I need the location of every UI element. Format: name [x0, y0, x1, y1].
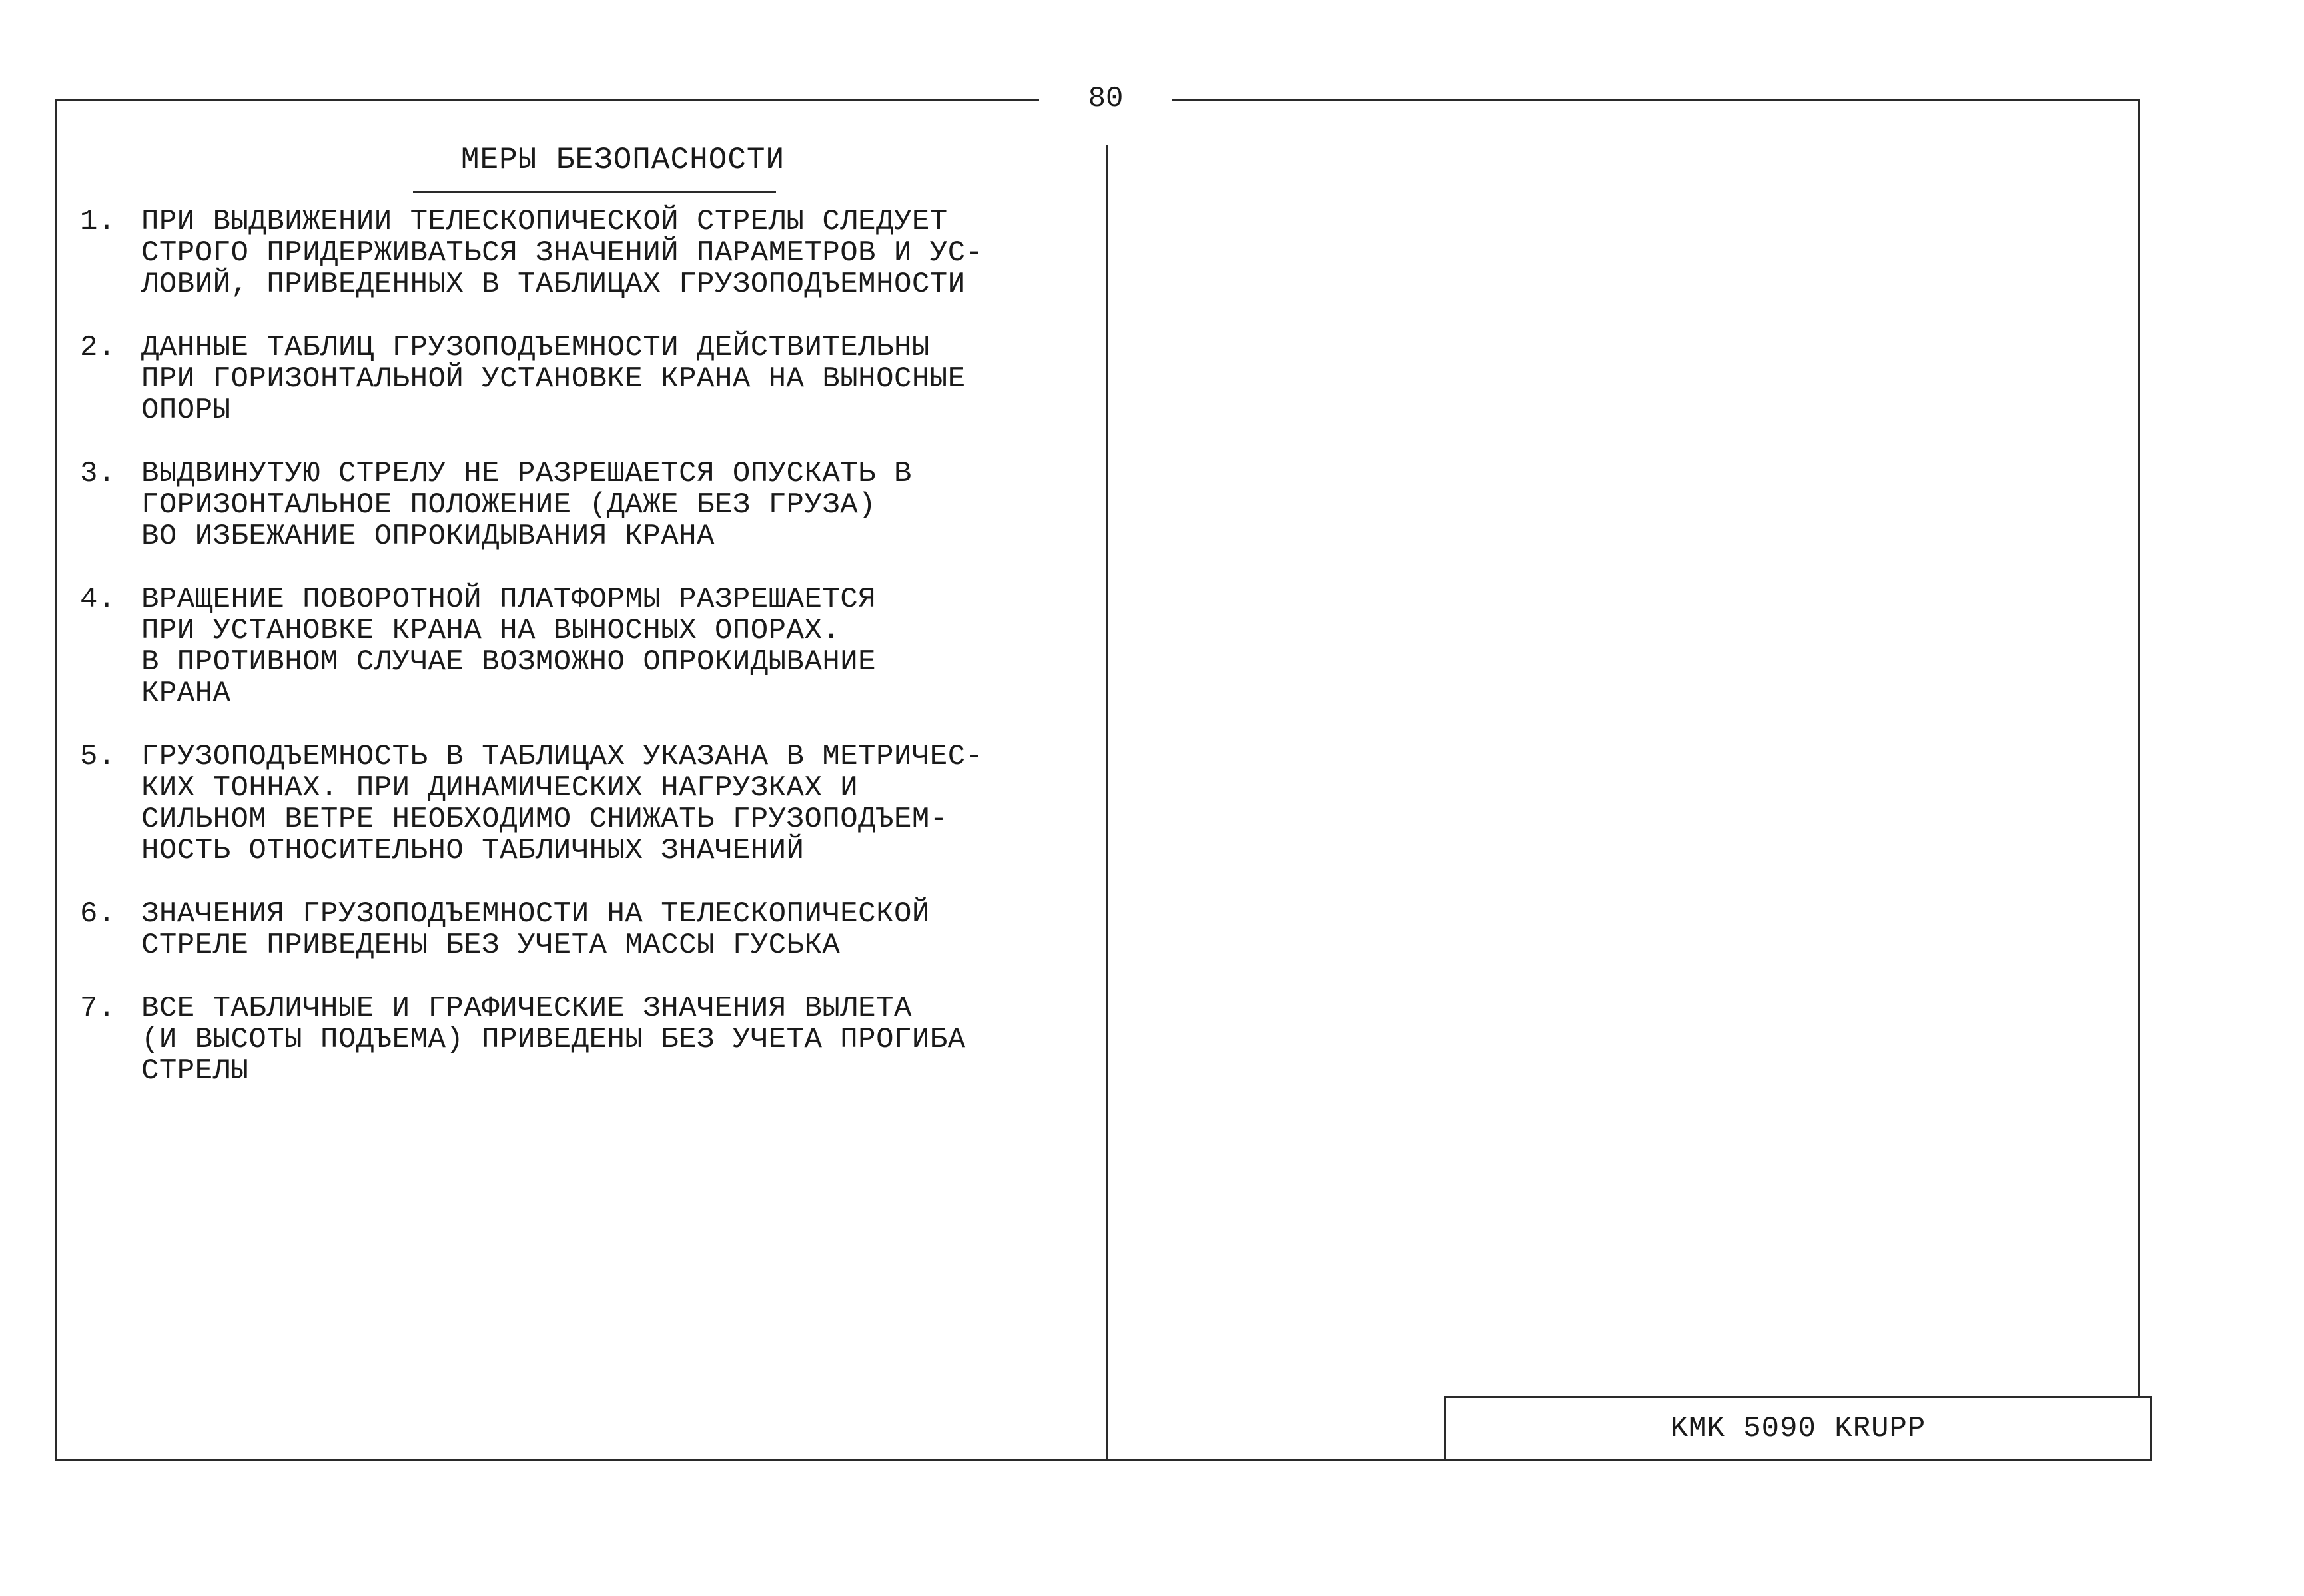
item-number: 7. [80, 992, 116, 1025]
item-line: (И ВЫСОТЫ ПОДЪЕМА) ПРИВЕДЕНЫ БЕЗ УЧЕТА ПРОГИБА [141, 1023, 966, 1056]
item-number: 5. [80, 740, 116, 773]
safety-item [80, 584, 1099, 709]
item-line: СТРЕЛЫ [141, 1054, 249, 1088]
safety-item [80, 206, 1099, 300]
safety-item [80, 899, 1099, 961]
item-line: В ПРОТИВНОМ СЛУЧАЕ ВОЗМОЖНО ОПРОКИДЫВАНИЕ [141, 645, 877, 679]
item-number: 3. [80, 457, 116, 490]
section-title: МЕРЫ БЕЗОПАСНОСТИ [460, 143, 785, 177]
item-text [141, 741, 1099, 867]
item-line: СТРОГО ПРИДЕРЖИВАТЬСЯ ЗНАЧЕНИЙ ПАРАМЕТРОВ И УС- [141, 236, 984, 270]
item-text [141, 993, 1099, 1087]
item-line: НОСТЬ ОТНОСИТЕЛЬНО ТАБЛИЧНЫХ ЗНАЧЕНИЙ [141, 834, 805, 867]
item-number: 2. [80, 331, 116, 364]
item-line: ОПОРЫ [141, 394, 231, 427]
safety-item [80, 993, 1099, 1087]
safety-item [80, 458, 1099, 552]
item-line: КИХ ТОННАХ. ПРИ ДИНАМИЧЕСКИХ НАГРУЗКАХ И [141, 771, 859, 805]
item-number: 6. [80, 897, 116, 931]
item-line: ГОРИЗОНТАЛЬНОЕ ПОЛОЖЕНИЕ (ДАЖЕ БЕЗ ГРУЗА) [141, 488, 877, 522]
item-line: ВЫДВИНУТУЮ СТРЕЛУ НЕ РАЗРЕШАЕТСЯ ОПУСКАТЬ В [141, 457, 912, 490]
page-number: 80 [1039, 79, 1172, 119]
item-line: ДАННЫЕ ТАБЛИЦ ГРУЗОПОДЪЕМНОСТИ ДЕЙСТВИТЕЛЬНЫ [141, 331, 930, 364]
item-line: КРАНА [141, 677, 231, 710]
item-text [141, 206, 1099, 300]
item-line: ВО ИЗБЕЖАНИЕ ОПРОКИДЫВАНИЯ КРАНА [141, 520, 715, 553]
item-line: ПРИ УСТАНОВКЕ КРАНА НА ВЫНОСНЫХ ОПОРАХ. [141, 614, 841, 647]
item-line: ПРИ ВЫДВИЖЕНИИ ТЕЛЕСКОПИЧЕСКОЙ СТРЕЛЫ СЛЕДУЕТ [141, 205, 948, 238]
item-line: ПРИ ГОРИЗОНТАЛЬНОЙ УСТАНОВКЕ КРАНА НА ВЫНОСНЫЕ [141, 362, 966, 396]
safety-item [80, 741, 1099, 867]
item-text [141, 458, 1099, 552]
item-line: ВРАЩЕНИЕ ПОВОРОТНОЙ ПЛАТФОРМЫ РАЗРЕШАЕТСЯ [141, 583, 877, 616]
item-text [141, 899, 1099, 961]
item-text [141, 332, 1099, 426]
item-text [141, 584, 1099, 709]
column-divider [1106, 145, 1108, 1461]
title-block: KMK 5090 KRUPP [1444, 1396, 2152, 1461]
item-number: 1. [80, 205, 116, 238]
item-line: ЗНАЧЕНИЯ ГРУЗОПОДЪЕМНОСТИ НА ТЕЛЕСКОПИЧЕСКОЙ [141, 897, 930, 931]
item-line: ЛОВИЙ, ПРИВЕДЕННЫХ В ТАБЛИЦАХ ГРУЗОПОДЪЕМНОСТИ [141, 268, 966, 301]
item-line: СИЛЬНОМ ВЕТРЕ НЕОБХОДИМО СНИЖАТЬ ГРУЗОПОДЪЕМ- [141, 803, 948, 836]
safety-list [80, 206, 1099, 1119]
safety-item [80, 332, 1099, 426]
item-line: ВСЕ ТАБЛИЧНЫЕ И ГРАФИЧЕСКИЕ ЗНАЧЕНИЯ ВЫЛЕТА [141, 992, 912, 1025]
item-line: ГРУЗОПОДЪЕМНОСТЬ В ТАБЛИЦАХ УКАЗАНА В МЕТРИЧЕС- [141, 740, 984, 773]
item-number: 4. [80, 583, 116, 616]
title-underline [413, 191, 776, 193]
item-line: СТРЕЛЕ ПРИВЕДЕНЫ БЕЗ УЧЕТА МАССЫ ГУСЬКА [141, 929, 841, 962]
